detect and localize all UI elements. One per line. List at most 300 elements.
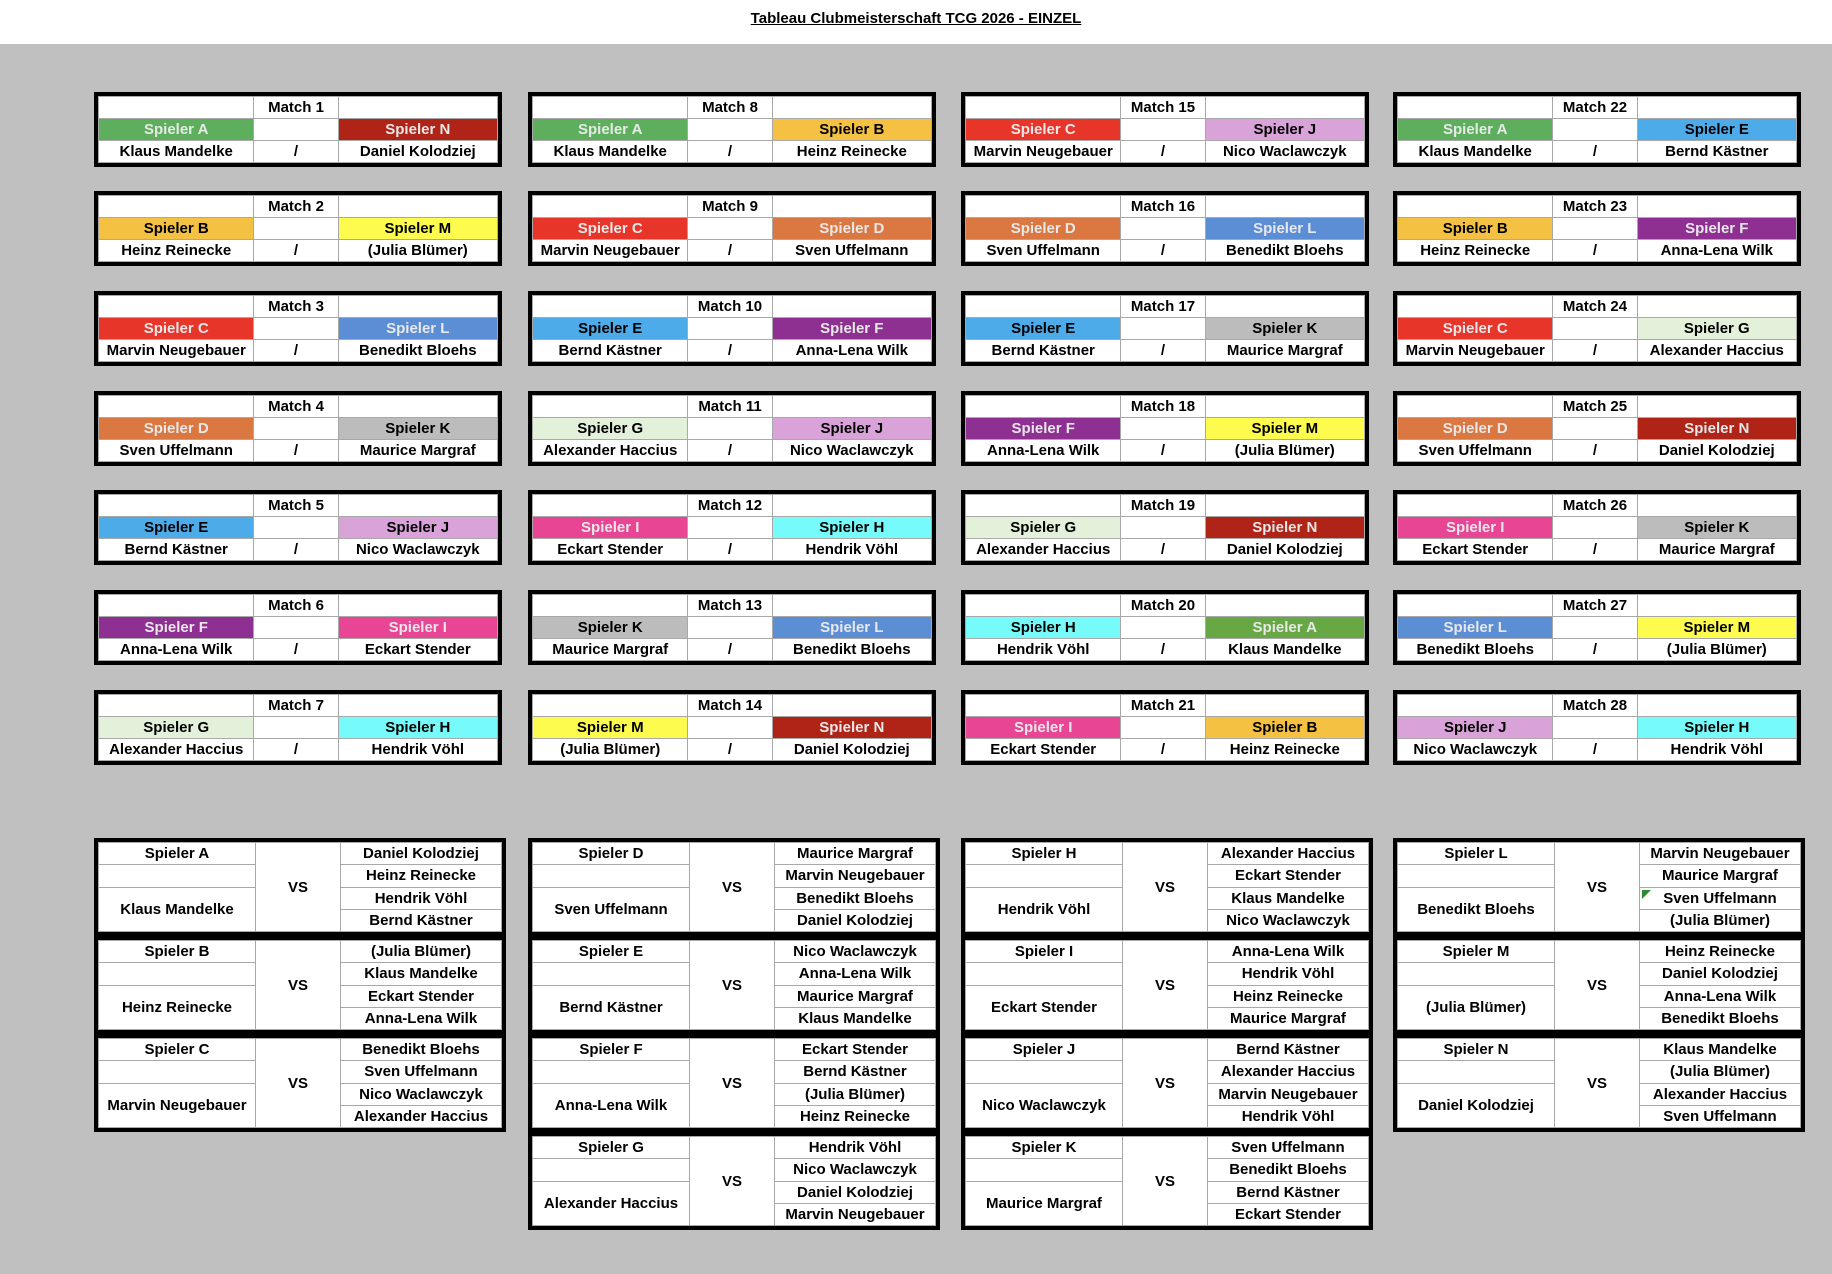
- player-name-left[interactable]: Eckart Stender: [966, 739, 1121, 761]
- player-slot-right[interactable]: Spieler H: [772, 517, 931, 539]
- header-cell[interactable]: [99, 495, 254, 517]
- player-name[interactable]: Maurice Margraf: [966, 1181, 1123, 1226]
- result-separator[interactable]: /: [254, 639, 338, 661]
- result-separator[interactable]: /: [254, 340, 338, 362]
- player-name-right[interactable]: Alexander Haccius: [1637, 340, 1796, 362]
- result-separator[interactable]: /: [688, 141, 772, 163]
- header-cell[interactable]: [338, 495, 497, 517]
- player-slot-left[interactable]: Spieler E: [99, 517, 254, 539]
- score-cell[interactable]: [688, 318, 772, 340]
- opponent-name[interactable]: Anna-Lena Wilk: [774, 963, 935, 985]
- opponent-name[interactable]: Bernd Kästner: [1207, 1181, 1368, 1203]
- header-cell[interactable]: [1637, 97, 1796, 119]
- opponent-name[interactable]: Heinz Reinecke: [1639, 941, 1800, 963]
- score-cell[interactable]: [254, 418, 338, 440]
- opponent-name[interactable]: Eckart Stender: [1207, 865, 1368, 887]
- match-label[interactable]: Match 23: [1553, 196, 1637, 218]
- result-separator[interactable]: /: [1553, 739, 1637, 761]
- header-cell[interactable]: [1398, 695, 1553, 717]
- opponent-name[interactable]: Klaus Mandelke: [1207, 887, 1368, 909]
- header-cell[interactable]: [1205, 296, 1364, 318]
- score-cell[interactable]: [1121, 119, 1205, 141]
- score-cell[interactable]: [1553, 617, 1637, 639]
- match-label[interactable]: Match 19: [1121, 495, 1205, 517]
- match-label[interactable]: Match 17: [1121, 296, 1205, 318]
- player-slot-left[interactable]: Spieler A: [1398, 119, 1553, 141]
- vs-label[interactable]: VS: [689, 843, 774, 932]
- player-name-left[interactable]: Anna-Lena Wilk: [99, 639, 254, 661]
- result-separator[interactable]: /: [1121, 440, 1205, 462]
- result-separator[interactable]: /: [1553, 539, 1637, 561]
- score-cell[interactable]: [254, 218, 338, 240]
- player-name-right[interactable]: Bernd Kästner: [1637, 141, 1796, 163]
- player-slot-right[interactable]: Spieler F: [772, 318, 931, 340]
- opponent-name[interactable]: Anna-Lena Wilk: [340, 1007, 501, 1029]
- score-cell[interactable]: [1553, 418, 1637, 440]
- player-slot[interactable]: Spieler H: [966, 843, 1123, 865]
- empty-cell[interactable]: [966, 865, 1123, 887]
- player-name-left[interactable]: Klaus Mandelke: [1398, 141, 1553, 163]
- opponent-name[interactable]: (Julia Blümer): [340, 941, 501, 963]
- player-name-left[interactable]: Alexander Haccius: [533, 440, 688, 462]
- opponent-name[interactable]: Alexander Haccius: [1207, 843, 1368, 865]
- score-cell[interactable]: [688, 418, 772, 440]
- score-cell[interactable]: [688, 517, 772, 539]
- header-cell[interactable]: [338, 396, 497, 418]
- player-slot-right[interactable]: Spieler G: [1637, 318, 1796, 340]
- match-label[interactable]: Match 4: [254, 396, 338, 418]
- match-label[interactable]: Match 14: [688, 695, 772, 717]
- result-separator[interactable]: /: [1553, 240, 1637, 262]
- player-slot-right[interactable]: Spieler L: [772, 617, 931, 639]
- player-slot[interactable]: Spieler K: [966, 1137, 1123, 1159]
- player-slot-right[interactable]: Spieler B: [772, 119, 931, 141]
- player-slot-right[interactable]: Spieler K: [1637, 517, 1796, 539]
- player-name-left[interactable]: Sven Uffelmann: [966, 240, 1121, 262]
- vs-label[interactable]: VS: [255, 941, 340, 1030]
- player-slot-left[interactable]: Spieler E: [966, 318, 1121, 340]
- player-name-right[interactable]: Hendrik Vöhl: [338, 739, 497, 761]
- player-slot-left[interactable]: Spieler E: [533, 318, 688, 340]
- player-name-left[interactable]: Eckart Stender: [1398, 539, 1553, 561]
- vs-label[interactable]: VS: [1122, 1039, 1207, 1128]
- opponent-name[interactable]: Sven Uffelmann: [1639, 887, 1800, 909]
- score-cell[interactable]: [1121, 318, 1205, 340]
- player-name[interactable]: Heinz Reinecke: [99, 985, 256, 1030]
- match-label[interactable]: Match 10: [688, 296, 772, 318]
- header-cell[interactable]: [1637, 296, 1796, 318]
- player-name-right[interactable]: Benedikt Bloehs: [338, 340, 497, 362]
- opponent-name[interactable]: Maurice Margraf: [774, 843, 935, 865]
- vs-label[interactable]: VS: [689, 1039, 774, 1128]
- player-name-right[interactable]: (Julia Blümer): [338, 240, 497, 262]
- header-cell[interactable]: [1637, 396, 1796, 418]
- score-cell[interactable]: [1553, 517, 1637, 539]
- empty-cell[interactable]: [533, 1159, 690, 1181]
- opponent-name[interactable]: Eckart Stender: [1207, 1203, 1368, 1225]
- opponent-name[interactable]: Nico Waclawczyk: [1207, 909, 1368, 931]
- opponent-name[interactable]: Benedikt Bloehs: [1639, 1007, 1800, 1029]
- player-slot-right[interactable]: Spieler K: [1205, 318, 1364, 340]
- opponent-name[interactable]: Nico Waclawczyk: [774, 941, 935, 963]
- header-cell[interactable]: [772, 495, 931, 517]
- empty-cell[interactable]: [533, 865, 690, 887]
- player-name-left[interactable]: Klaus Mandelke: [533, 141, 688, 163]
- vs-label[interactable]: VS: [1122, 1137, 1207, 1226]
- score-cell[interactable]: [254, 617, 338, 639]
- match-label[interactable]: Match 12: [688, 495, 772, 517]
- header-cell[interactable]: [772, 97, 931, 119]
- player-slot-left[interactable]: Spieler L: [1398, 617, 1553, 639]
- opponent-name[interactable]: Heinz Reinecke: [774, 1105, 935, 1127]
- player-name-right[interactable]: Daniel Kolodziej: [338, 141, 497, 163]
- opponent-name[interactable]: Maurice Margraf: [1639, 865, 1800, 887]
- player-slot-right[interactable]: Spieler E: [1637, 119, 1796, 141]
- header-cell[interactable]: [533, 396, 688, 418]
- result-separator[interactable]: /: [688, 539, 772, 561]
- header-cell[interactable]: [772, 396, 931, 418]
- header-cell[interactable]: [338, 595, 497, 617]
- player-name-right[interactable]: Maurice Margraf: [1637, 539, 1796, 561]
- player-name[interactable]: Klaus Mandelke: [99, 887, 256, 932]
- opponent-name[interactable]: Hendrik Vöhl: [340, 887, 501, 909]
- opponent-name[interactable]: Benedikt Bloehs: [340, 1039, 501, 1061]
- header-cell[interactable]: [533, 595, 688, 617]
- player-name-right[interactable]: Benedikt Bloehs: [772, 639, 931, 661]
- player-name-right[interactable]: Anna-Lena Wilk: [1637, 240, 1796, 262]
- header-cell[interactable]: [1398, 196, 1553, 218]
- opponent-name[interactable]: Heinz Reinecke: [1207, 985, 1368, 1007]
- player-slot-right[interactable]: Spieler D: [772, 218, 931, 240]
- opponent-name[interactable]: Nico Waclawczyk: [774, 1159, 935, 1181]
- empty-cell[interactable]: [533, 1061, 690, 1083]
- match-label[interactable]: Match 27: [1553, 595, 1637, 617]
- score-cell[interactable]: [1553, 119, 1637, 141]
- player-name-right[interactable]: Benedikt Bloehs: [1205, 240, 1364, 262]
- opponent-name[interactable]: Daniel Kolodziej: [774, 909, 935, 931]
- opponent-name[interactable]: Daniel Kolodziej: [774, 1181, 935, 1203]
- header-cell[interactable]: [338, 296, 497, 318]
- player-name-left[interactable]: Sven Uffelmann: [99, 440, 254, 462]
- header-cell[interactable]: [338, 196, 497, 218]
- header-cell[interactable]: [99, 97, 254, 119]
- empty-cell[interactable]: [1398, 1061, 1555, 1083]
- player-slot-right[interactable]: Spieler N: [338, 119, 497, 141]
- score-cell[interactable]: [1121, 218, 1205, 240]
- header-cell[interactable]: [772, 296, 931, 318]
- score-cell[interactable]: [688, 218, 772, 240]
- opponent-name[interactable]: Hendrik Vöhl: [1207, 963, 1368, 985]
- vs-label[interactable]: VS: [1554, 941, 1639, 1030]
- player-slot-left[interactable]: Spieler J: [1398, 717, 1553, 739]
- player-name-right[interactable]: Hendrik Vöhl: [772, 539, 931, 561]
- result-separator[interactable]: /: [1121, 240, 1205, 262]
- empty-cell[interactable]: [966, 1159, 1123, 1181]
- player-slot-right[interactable]: Spieler N: [1637, 418, 1796, 440]
- score-cell[interactable]: [1553, 318, 1637, 340]
- header-cell[interactable]: [772, 196, 931, 218]
- player-name-left[interactable]: Bernd Kästner: [533, 340, 688, 362]
- header-cell[interactable]: [966, 296, 1121, 318]
- player-name-left[interactable]: Eckart Stender: [533, 539, 688, 561]
- match-label[interactable]: Match 1: [254, 97, 338, 119]
- player-slot-left[interactable]: Spieler B: [99, 218, 254, 240]
- vs-label[interactable]: VS: [1122, 941, 1207, 1030]
- opponent-name[interactable]: Eckart Stender: [340, 985, 501, 1007]
- player-name-right[interactable]: (Julia Blümer): [1637, 639, 1796, 661]
- match-label[interactable]: Match 8: [688, 97, 772, 119]
- player-slot-left[interactable]: Spieler C: [966, 119, 1121, 141]
- result-separator[interactable]: /: [254, 739, 338, 761]
- player-slot-right[interactable]: Spieler H: [1637, 717, 1796, 739]
- opponent-name[interactable]: (Julia Blümer): [774, 1083, 935, 1105]
- player-slot-right[interactable]: Spieler N: [772, 717, 931, 739]
- player-slot-right[interactable]: Spieler I: [338, 617, 497, 639]
- player-name-left[interactable]: Marvin Neugebauer: [1398, 340, 1553, 362]
- player-slot[interactable]: Spieler N: [1398, 1039, 1555, 1061]
- player-slot-right[interactable]: Spieler H: [338, 717, 497, 739]
- opponent-name[interactable]: Marvin Neugebauer: [1207, 1083, 1368, 1105]
- header-cell[interactable]: [1637, 695, 1796, 717]
- player-slot-left[interactable]: Spieler C: [1398, 318, 1553, 340]
- header-cell[interactable]: [1205, 196, 1364, 218]
- result-separator[interactable]: /: [1553, 639, 1637, 661]
- player-name-left[interactable]: Klaus Mandelke: [99, 141, 254, 163]
- opponent-name[interactable]: Eckart Stender: [774, 1039, 935, 1061]
- opponent-name[interactable]: Maurice Margraf: [774, 985, 935, 1007]
- vs-label[interactable]: VS: [689, 1137, 774, 1226]
- header-cell[interactable]: [772, 695, 931, 717]
- player-slot-left[interactable]: Spieler D: [966, 218, 1121, 240]
- player-name-left[interactable]: Bernd Kästner: [966, 340, 1121, 362]
- header-cell[interactable]: [1205, 695, 1364, 717]
- player-slot[interactable]: Spieler D: [533, 843, 690, 865]
- header-cell[interactable]: [1205, 97, 1364, 119]
- opponent-name[interactable]: Daniel Kolodziej: [340, 843, 501, 865]
- result-separator[interactable]: /: [1553, 440, 1637, 462]
- header-cell[interactable]: [966, 196, 1121, 218]
- player-name[interactable]: Eckart Stender: [966, 985, 1123, 1030]
- match-label[interactable]: Match 22: [1553, 97, 1637, 119]
- player-name[interactable]: Marvin Neugebauer: [99, 1083, 256, 1128]
- player-slot-right[interactable]: Spieler J: [1205, 119, 1364, 141]
- header-cell[interactable]: [533, 495, 688, 517]
- match-label[interactable]: Match 16: [1121, 196, 1205, 218]
- player-slot-left[interactable]: Spieler A: [99, 119, 254, 141]
- match-label[interactable]: Match 21: [1121, 695, 1205, 717]
- player-slot[interactable]: Spieler A: [99, 843, 256, 865]
- header-cell[interactable]: [966, 396, 1121, 418]
- match-label[interactable]: Match 15: [1121, 97, 1205, 119]
- player-slot-left[interactable]: Spieler C: [99, 318, 254, 340]
- player-name[interactable]: Daniel Kolodziej: [1398, 1083, 1555, 1128]
- score-cell[interactable]: [1121, 717, 1205, 739]
- player-slot-right[interactable]: Spieler M: [1205, 418, 1364, 440]
- player-name-left[interactable]: Marvin Neugebauer: [533, 240, 688, 262]
- result-separator[interactable]: /: [254, 240, 338, 262]
- player-slot-left[interactable]: Spieler C: [533, 218, 688, 240]
- result-separator[interactable]: /: [1121, 340, 1205, 362]
- opponent-name[interactable]: (Julia Blümer): [1639, 1061, 1800, 1083]
- header-cell[interactable]: [1637, 595, 1796, 617]
- empty-cell[interactable]: [533, 963, 690, 985]
- empty-cell[interactable]: [966, 1061, 1123, 1083]
- vs-label[interactable]: VS: [255, 843, 340, 932]
- opponent-name[interactable]: Hendrik Vöhl: [774, 1137, 935, 1159]
- result-separator[interactable]: /: [1121, 141, 1205, 163]
- header-cell[interactable]: [1398, 495, 1553, 517]
- score-cell[interactable]: [1553, 717, 1637, 739]
- player-slot-right[interactable]: Spieler J: [338, 517, 497, 539]
- opponent-name[interactable]: Bernd Kästner: [340, 909, 501, 931]
- player-name-right[interactable]: Maurice Margraf: [1205, 340, 1364, 362]
- player-name-left[interactable]: Heinz Reinecke: [99, 240, 254, 262]
- player-name-left[interactable]: Alexander Haccius: [99, 739, 254, 761]
- result-separator[interactable]: /: [254, 440, 338, 462]
- player-slot-left[interactable]: Spieler F: [99, 617, 254, 639]
- player-name-right[interactable]: Heinz Reinecke: [772, 141, 931, 163]
- header-cell[interactable]: [533, 695, 688, 717]
- result-separator[interactable]: /: [1553, 141, 1637, 163]
- header-cell[interactable]: [338, 695, 497, 717]
- vs-label[interactable]: VS: [1122, 843, 1207, 932]
- player-slot-left[interactable]: Spieler D: [1398, 418, 1553, 440]
- player-name-right[interactable]: (Julia Blümer): [1205, 440, 1364, 462]
- score-cell[interactable]: [688, 717, 772, 739]
- match-label[interactable]: Match 2: [254, 196, 338, 218]
- header-cell[interactable]: [772, 595, 931, 617]
- header-cell[interactable]: [966, 97, 1121, 119]
- player-name-left[interactable]: Alexander Haccius: [966, 539, 1121, 561]
- player-name-left[interactable]: Benedikt Bloehs: [1398, 639, 1553, 661]
- player-slot-right[interactable]: Spieler L: [338, 318, 497, 340]
- empty-cell[interactable]: [99, 1061, 256, 1083]
- result-separator[interactable]: /: [1121, 639, 1205, 661]
- empty-cell[interactable]: [1398, 865, 1555, 887]
- result-separator[interactable]: /: [254, 141, 338, 163]
- opponent-name[interactable]: Sven Uffelmann: [340, 1061, 501, 1083]
- header-cell[interactable]: [1398, 595, 1553, 617]
- player-slot-left[interactable]: Spieler H: [966, 617, 1121, 639]
- opponent-name[interactable]: Benedikt Bloehs: [1207, 1159, 1368, 1181]
- header-cell[interactable]: [99, 196, 254, 218]
- player-slot[interactable]: Spieler B: [99, 941, 256, 963]
- empty-cell[interactable]: [99, 963, 256, 985]
- header-cell[interactable]: [533, 296, 688, 318]
- header-cell[interactable]: [533, 196, 688, 218]
- match-label[interactable]: Match 3: [254, 296, 338, 318]
- player-name-left[interactable]: Marvin Neugebauer: [966, 141, 1121, 163]
- score-cell[interactable]: [688, 119, 772, 141]
- match-label[interactable]: Match 7: [254, 695, 338, 717]
- opponent-name[interactable]: Daniel Kolodziej: [1639, 963, 1800, 985]
- header-cell[interactable]: [1398, 97, 1553, 119]
- opponent-name[interactable]: Klaus Mandelke: [774, 1007, 935, 1029]
- player-name-left[interactable]: Marvin Neugebauer: [99, 340, 254, 362]
- opponent-name[interactable]: Nico Waclawczyk: [340, 1083, 501, 1105]
- player-slot-right[interactable]: Spieler M: [338, 218, 497, 240]
- vs-label[interactable]: VS: [1554, 1039, 1639, 1128]
- opponent-name[interactable]: Sven Uffelmann: [1639, 1105, 1800, 1127]
- header-cell[interactable]: [1637, 495, 1796, 517]
- match-label[interactable]: Match 26: [1553, 495, 1637, 517]
- result-separator[interactable]: /: [1121, 539, 1205, 561]
- vs-label[interactable]: VS: [255, 1039, 340, 1128]
- player-name[interactable]: Alexander Haccius: [533, 1181, 690, 1226]
- header-cell[interactable]: [966, 595, 1121, 617]
- player-slot-right[interactable]: Spieler F: [1637, 218, 1796, 240]
- player-slot-left[interactable]: Spieler A: [533, 119, 688, 141]
- opponent-name[interactable]: Marvin Neugebauer: [774, 1203, 935, 1225]
- player-slot[interactable]: Spieler G: [533, 1137, 690, 1159]
- opponent-name[interactable]: Alexander Haccius: [1207, 1061, 1368, 1083]
- header-cell[interactable]: [99, 296, 254, 318]
- player-name-right[interactable]: Eckart Stender: [338, 639, 497, 661]
- opponent-name[interactable]: Anna-Lena Wilk: [1207, 941, 1368, 963]
- player-slot[interactable]: Spieler C: [99, 1039, 256, 1061]
- header-cell[interactable]: [966, 495, 1121, 517]
- match-label[interactable]: Match 18: [1121, 396, 1205, 418]
- player-slot-left[interactable]: Spieler K: [533, 617, 688, 639]
- result-separator[interactable]: /: [688, 240, 772, 262]
- result-separator[interactable]: /: [688, 440, 772, 462]
- empty-cell[interactable]: [99, 865, 256, 887]
- score-cell[interactable]: [1121, 517, 1205, 539]
- player-slot-right[interactable]: Spieler L: [1205, 218, 1364, 240]
- result-separator[interactable]: /: [688, 639, 772, 661]
- player-name[interactable]: Benedikt Bloehs: [1398, 887, 1555, 932]
- player-slot[interactable]: Spieler L: [1398, 843, 1555, 865]
- player-name-right[interactable]: Maurice Margraf: [338, 440, 497, 462]
- header-cell[interactable]: [338, 97, 497, 119]
- player-slot-right[interactable]: Spieler M: [1637, 617, 1796, 639]
- opponent-name[interactable]: (Julia Blümer): [1639, 909, 1800, 931]
- header-cell[interactable]: [1398, 296, 1553, 318]
- player-name-right[interactable]: Daniel Kolodziej: [772, 739, 931, 761]
- player-name-left[interactable]: Hendrik Vöhl: [966, 639, 1121, 661]
- player-name-right[interactable]: Hendrik Vöhl: [1637, 739, 1796, 761]
- player-slot-left[interactable]: Spieler I: [966, 717, 1121, 739]
- player-slot-right[interactable]: Spieler N: [1205, 517, 1364, 539]
- opponent-name[interactable]: Maurice Margraf: [1207, 1007, 1368, 1029]
- opponent-name[interactable]: Klaus Mandelke: [1639, 1039, 1800, 1061]
- vs-label[interactable]: VS: [1554, 843, 1639, 932]
- player-slot[interactable]: Spieler M: [1398, 941, 1555, 963]
- match-label[interactable]: Match 6: [254, 595, 338, 617]
- result-separator[interactable]: /: [688, 340, 772, 362]
- opponent-name[interactable]: Hendrik Vöhl: [1207, 1105, 1368, 1127]
- opponent-name[interactable]: Alexander Haccius: [1639, 1083, 1800, 1105]
- match-label[interactable]: Match 13: [688, 595, 772, 617]
- player-name[interactable]: Bernd Kästner: [533, 985, 690, 1030]
- player-name-right[interactable]: Nico Waclawczyk: [772, 440, 931, 462]
- player-slot-right[interactable]: Spieler J: [772, 418, 931, 440]
- opponent-name[interactable]: Heinz Reinecke: [340, 865, 501, 887]
- player-slot-left[interactable]: Spieler G: [533, 418, 688, 440]
- header-cell[interactable]: [533, 97, 688, 119]
- player-name-right[interactable]: Klaus Mandelke: [1205, 639, 1364, 661]
- result-separator[interactable]: /: [1553, 340, 1637, 362]
- player-name-right[interactable]: Sven Uffelmann: [772, 240, 931, 262]
- header-cell[interactable]: [1398, 396, 1553, 418]
- opponent-name[interactable]: Marvin Neugebauer: [1639, 843, 1800, 865]
- match-label[interactable]: Match 5: [254, 495, 338, 517]
- score-cell[interactable]: [254, 717, 338, 739]
- opponent-name[interactable]: Alexander Haccius: [340, 1105, 501, 1127]
- player-name-left[interactable]: Nico Waclawczyk: [1398, 739, 1553, 761]
- player-name-right[interactable]: Nico Waclawczyk: [338, 539, 497, 561]
- player-name-left[interactable]: Bernd Kästner: [99, 539, 254, 561]
